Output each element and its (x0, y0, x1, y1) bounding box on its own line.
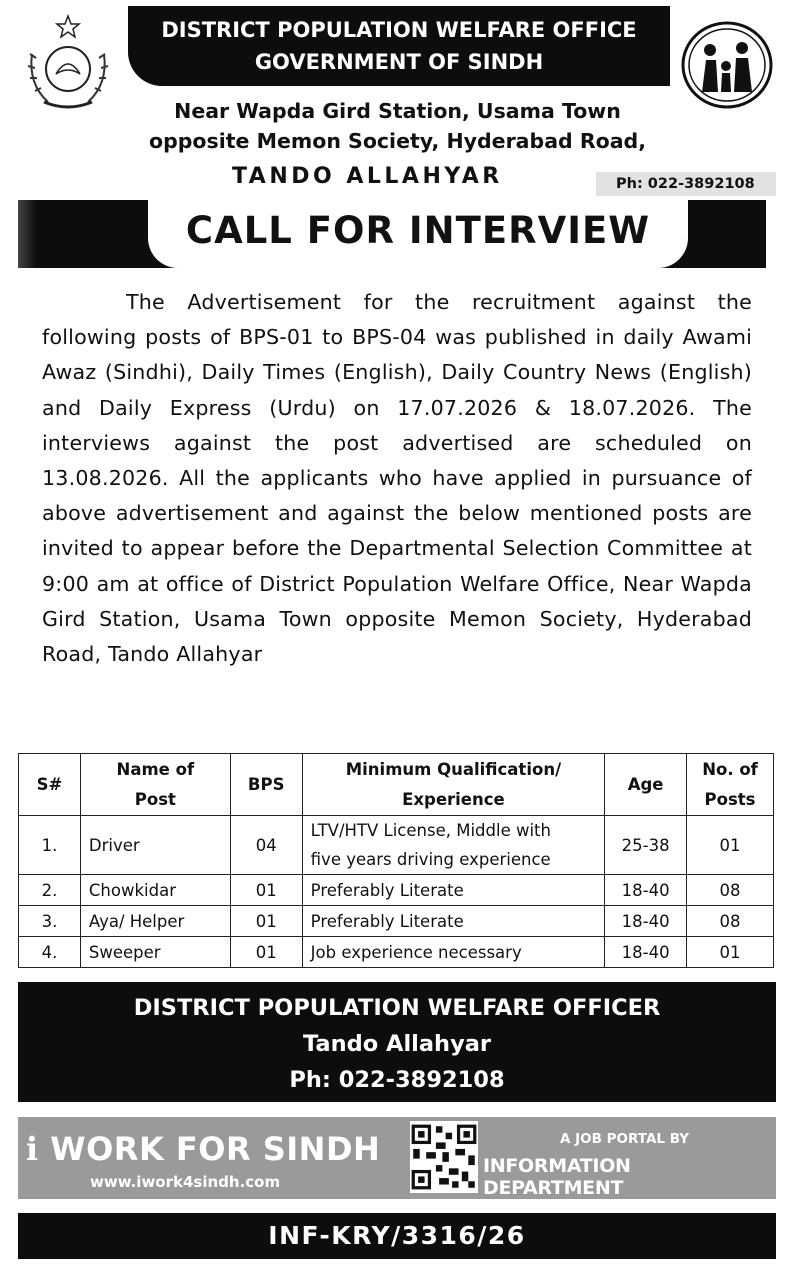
posts-table (18, 753, 774, 968)
officer-city: Tando Allahyar (302, 1031, 492, 1057)
title-panel (148, 200, 688, 268)
table-row (19, 875, 774, 906)
col-header-posts: No. of Posts (687, 754, 774, 816)
government-name: GOVERNMENT OF SINDH (254, 50, 544, 74)
cell-post: Chowkidar (80, 875, 230, 906)
cell-qualification: Preferably Literate (302, 875, 605, 906)
col-header-age: Age (605, 754, 687, 816)
cell-bps: 04 (230, 816, 302, 875)
cell-sno: 3. (19, 906, 81, 937)
job-portal-banner (18, 1117, 776, 1199)
cell-posts: 08 (687, 906, 774, 937)
table-row (19, 937, 774, 968)
cell-qualification: Preferably Literate (302, 906, 605, 937)
table-header-row (19, 754, 774, 816)
phone-number: Ph: 022-3892108 (596, 172, 776, 196)
portal-caption: A JOB PORTAL BY (560, 1131, 690, 1147)
cell-post: Aya/ Helper (80, 906, 230, 937)
address-line-1: Near Wapda Gird Station, Usama Town (174, 99, 621, 123)
title-banner-accent (18, 200, 36, 268)
announcement-text: The Advertisement for the recruitment against the following posts of BPS-01 to BPS-04 was published in daily Awami Awaz (Sindhi), Daily Times (English), Daily Country News (English) and Daily Express (Urdu) on 17.07.2026 & 18.07.2026. The interviews against the post advertised are scheduled on 13.08.2026. All the applicants who have applied in pursuance of above advertisement and against the below mentioned posts are invited to appear before the Departmental Selection Committee at 9:00 am at office of District Population Welfare Office, Near Wapda Gird Station, Usama Town opposite Memon Society, Hyderabad Road, Tando Allahyar (42, 290, 752, 667)
portal-brand: ℹ WORK FOR SINDH (26, 1130, 381, 1168)
officer-phone: Ph: 022-3892108 (289, 1067, 505, 1093)
col-header-sno: S# (19, 754, 81, 816)
col-header-bps: BPS (230, 754, 302, 816)
cell-bps: 01 (230, 875, 302, 906)
office-address (90, 96, 705, 156)
qr-code-icon (410, 1121, 478, 1193)
cell-age: 18-40 (605, 937, 687, 968)
col-header-qualification: Minimum Qualification/ Experience (302, 754, 605, 816)
office-title-bar (128, 6, 670, 86)
office-name: DISTRICT POPULATION WELFARE OFFICE (161, 18, 637, 42)
header (0, 0, 794, 200)
page-title: CALL FOR INTERVIEW (185, 209, 651, 252)
table-row (19, 816, 774, 875)
cell-sno: 4. (19, 937, 81, 968)
title-banner (18, 200, 766, 268)
cell-posts: 01 (687, 816, 774, 875)
cell-age: 18-40 (605, 875, 687, 906)
portal-department: INFORMATION DEPARTMENT (483, 1155, 631, 1199)
portal-url[interactable]: www.iwork4sindh.com (90, 1173, 281, 1191)
info-i-icon: ℹ (26, 1130, 39, 1168)
cell-posts: 08 (687, 875, 774, 906)
col-header-post: Name of Post (80, 754, 230, 816)
address-line-2: opposite Memon Society, Hyderabad Road, (148, 129, 646, 153)
cell-age: 18-40 (605, 906, 687, 937)
officer-title: DISTRICT POPULATION WELFARE OFFICER (133, 995, 661, 1021)
cell-sno: 2. (19, 875, 81, 906)
cell-post: Driver (80, 816, 230, 875)
cell-bps: 01 (230, 937, 302, 968)
cell-post: Sweeper (80, 937, 230, 968)
cell-qualification: LTV/HTV License, Middle with five years driving experience (302, 816, 605, 875)
reference-number: INF-KRY/3316/26 (18, 1213, 776, 1259)
cell-bps: 01 (230, 906, 302, 937)
cell-qualification: Job experience necessary (302, 937, 605, 968)
cell-sno: 1. (19, 816, 81, 875)
cell-posts: 01 (687, 937, 774, 968)
table-row (19, 906, 774, 937)
signature-block (18, 982, 776, 1102)
cell-age: 25-38 (605, 816, 687, 875)
city-name: TANDO ALLAHYAR (232, 164, 503, 189)
